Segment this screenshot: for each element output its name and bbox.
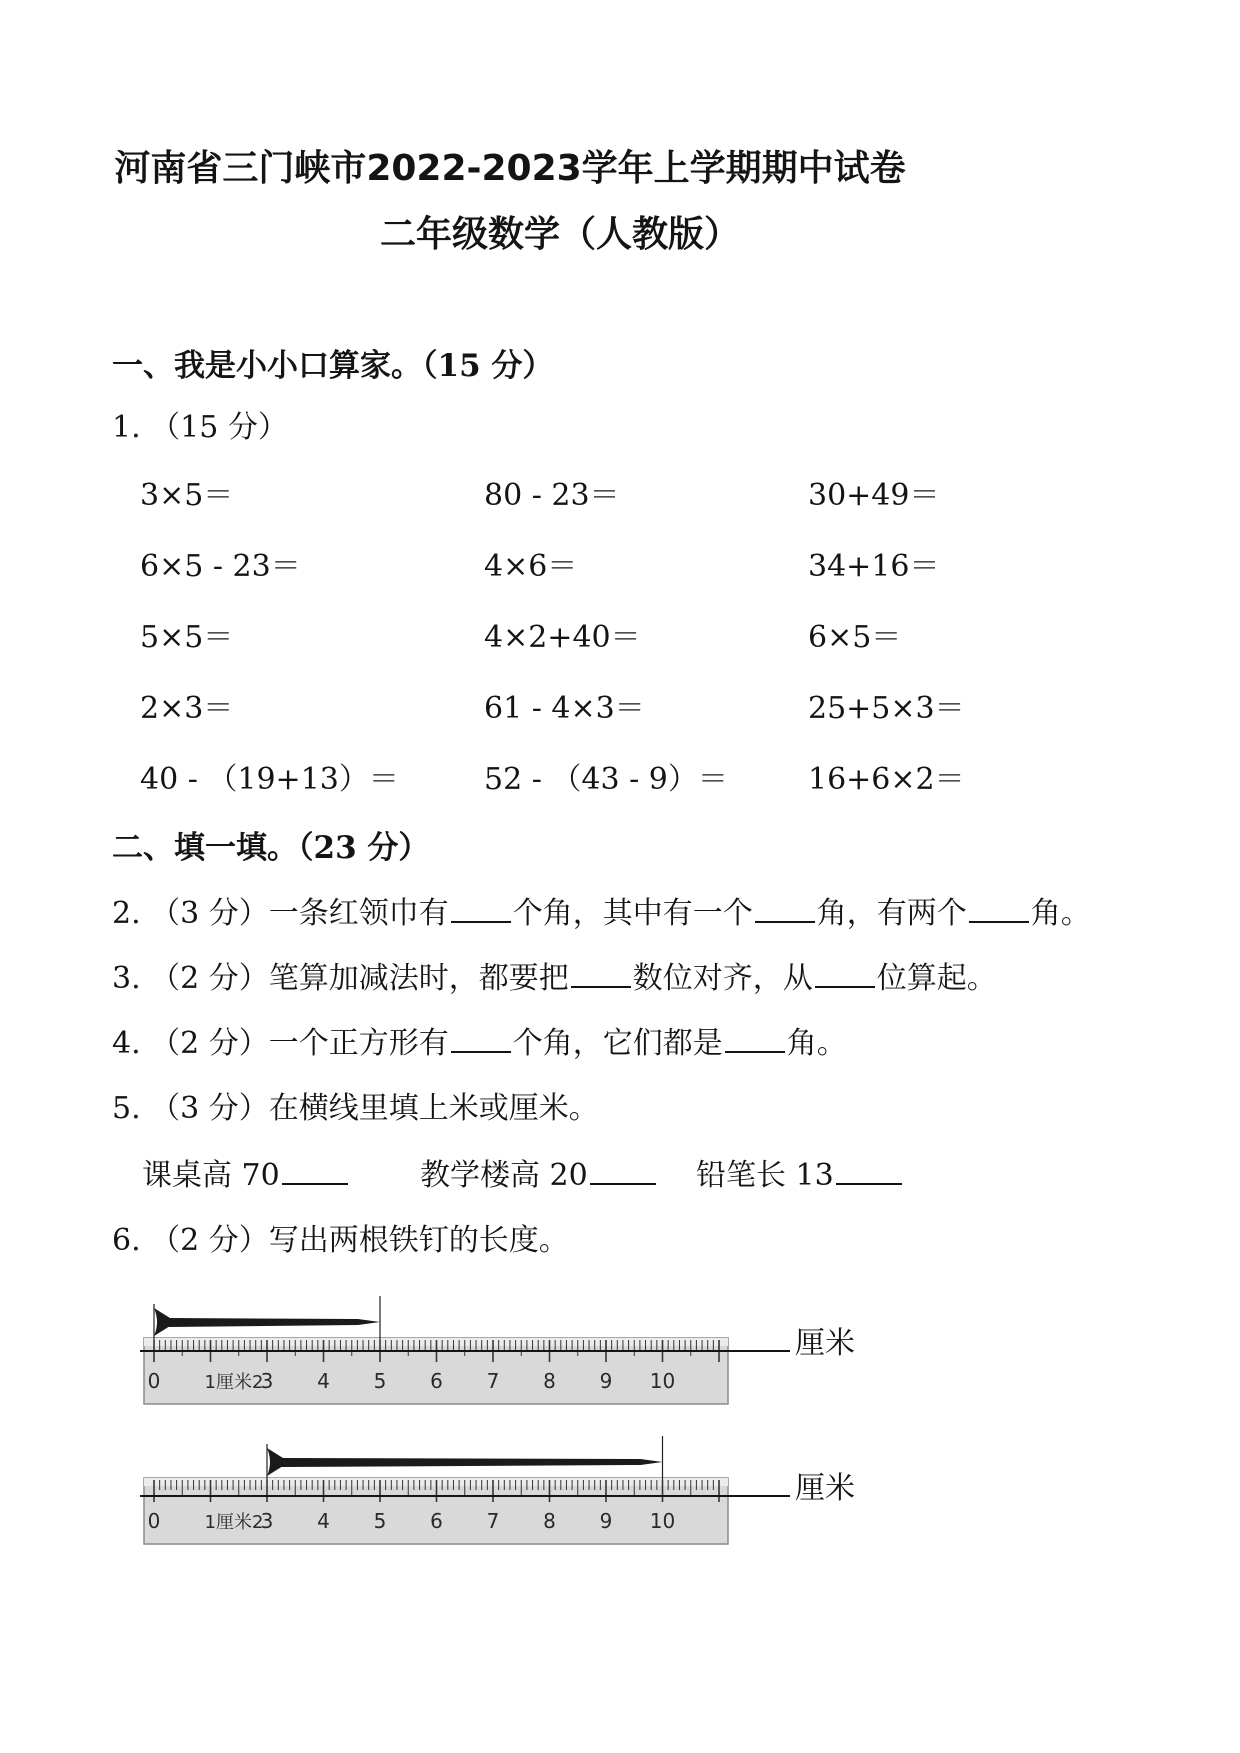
unit-label: 厘米	[795, 1471, 855, 1506]
question-text: 角。	[1030, 896, 1091, 931]
ruler-label: 0	[147, 1509, 161, 1533]
question-6: 6. （2 分）写出两根铁钉的长度。	[112, 1223, 569, 1258]
question-text: 位算起。	[876, 961, 997, 996]
calc-item: 5×5＝	[140, 620, 234, 655]
question-text: 角，有两个	[816, 896, 967, 931]
ruler-figure	[140, 1280, 740, 1410]
ruler-label: 4	[317, 1369, 330, 1393]
ruler-label: 4	[317, 1509, 330, 1533]
calc-item: 4×2+40＝	[484, 620, 641, 655]
ruler-label: 9	[599, 1509, 613, 1533]
question-5-item	[142, 1150, 350, 1194]
calc-item: 6×5＝	[808, 620, 902, 655]
unit-label: 厘米	[795, 1326, 855, 1361]
answer-blank[interactable]	[451, 1050, 511, 1053]
answer-blank[interactable]	[282, 1182, 348, 1185]
answer-blank[interactable]	[590, 1182, 656, 1185]
nail-shaft	[168, 1318, 380, 1327]
answer-blank[interactable]	[451, 920, 511, 923]
ruler-label: 8	[543, 1509, 556, 1533]
question-label: 1. （15 分）	[112, 410, 288, 445]
question-text: 4. （2 分）一个正方形有	[112, 1026, 449, 1061]
ruler-label: 5	[373, 1369, 387, 1393]
page-title: 河南省三门峡市2022-2023学年上学期期中试卷	[114, 148, 906, 189]
question-2	[112, 888, 1091, 932]
calc-item: 2×3＝	[140, 691, 234, 726]
ruler-label: 1厘米2	[204, 1372, 264, 1393]
ruler-label: 1厘米2	[204, 1512, 264, 1533]
question-5: 5. （3 分）在横线里填上米或厘米。	[112, 1091, 599, 1126]
ruler-label: 10	[649, 1509, 676, 1533]
ruler-label: 3	[260, 1509, 274, 1533]
question-text: 个角，其中有一个	[512, 896, 753, 931]
nail-shaft	[281, 1458, 663, 1467]
question-text: 3. （2 分）笔算加减法时，都要把	[112, 961, 569, 996]
question-5-item	[696, 1150, 904, 1194]
answer-blank[interactable]	[725, 1050, 785, 1053]
ruler-label: 6	[430, 1509, 443, 1533]
calc-item: 34+16＝	[808, 549, 940, 584]
answer-blank[interactable]	[969, 920, 1029, 923]
nail-head	[267, 1448, 283, 1476]
calc-item: 61 - 4×3＝	[484, 691, 645, 726]
ruler-label: 7	[486, 1369, 500, 1393]
answer-blank[interactable]	[755, 920, 815, 923]
ruler-label: 10	[649, 1369, 676, 1393]
item-text: 铅笔长 13	[696, 1158, 834, 1193]
question-text: 个角，它们都是	[512, 1026, 723, 1061]
nail-head	[154, 1308, 170, 1336]
ruler-label: 0	[147, 1369, 161, 1393]
calc-item: 4×6＝	[484, 549, 578, 584]
calc-item: 30+49＝	[808, 478, 940, 513]
question-3	[112, 953, 997, 997]
question-5-item	[420, 1150, 658, 1194]
calc-item: 16+6×2＝	[808, 762, 965, 797]
ruler-label: 5	[373, 1509, 387, 1533]
question-text: 2. （3 分）一条红领巾有	[112, 896, 449, 931]
calc-item: 3×5＝	[140, 478, 234, 513]
ruler-label: 6	[430, 1369, 443, 1393]
answer-line[interactable]	[140, 1350, 790, 1352]
section-heading: 二、填一填。（23 分）	[112, 830, 430, 866]
section-heading: 一、我是小小口算家。（15 分）	[112, 348, 554, 384]
question-4	[112, 1018, 847, 1062]
calc-item: 40 - （19+13）＝	[140, 762, 399, 797]
answer-line[interactable]	[140, 1495, 790, 1497]
page-subtitle: 二年级数学（人教版）	[379, 214, 740, 255]
calc-item: 52 - （43 - 9）＝	[484, 762, 728, 797]
calc-item: 6×5 - 23＝	[140, 549, 301, 584]
item-text: 教学楼高 20	[420, 1158, 588, 1193]
answer-blank[interactable]	[571, 985, 631, 988]
ruler-label: 7	[486, 1509, 500, 1533]
ruler-label: 9	[599, 1369, 613, 1393]
calc-item: 80 - 23＝	[484, 478, 620, 513]
question-text: 数位对齐，从	[632, 961, 813, 996]
answer-blank[interactable]	[815, 985, 875, 988]
ruler-label: 8	[543, 1369, 556, 1393]
calc-item: 25+5×3＝	[808, 691, 965, 726]
item-text: 课桌高 70	[142, 1158, 280, 1193]
question-text: 角。	[786, 1026, 847, 1061]
answer-blank[interactable]	[836, 1182, 902, 1185]
ruler-figure	[140, 1420, 740, 1550]
ruler-label: 3	[260, 1369, 274, 1393]
